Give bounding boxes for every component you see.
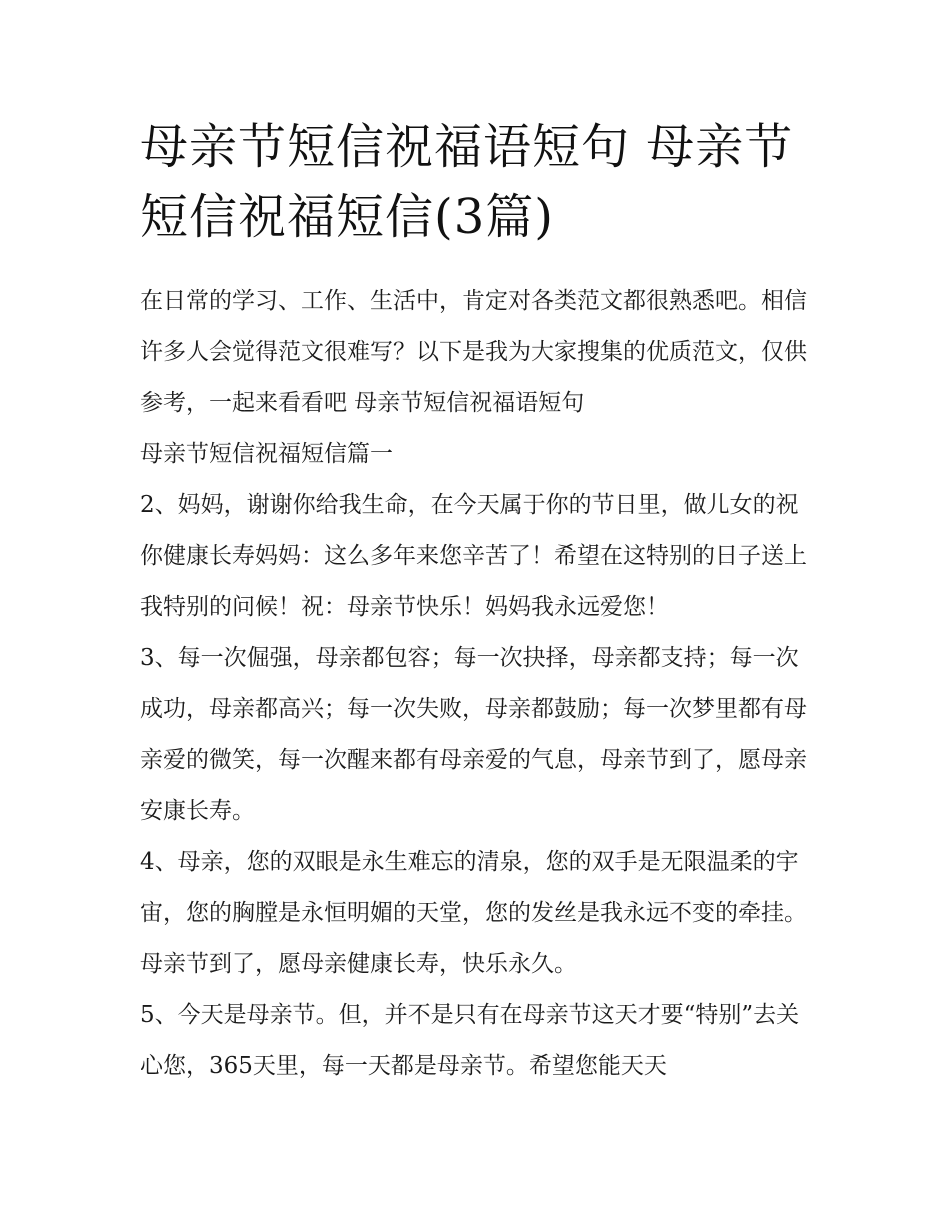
intro-paragraph: 在日常的学习、工作、生活中，肯定对各类范文都很熟悉吧。相信许多人会觉得范文很难写？以下是我为大家搜集的优质范文，仅供参考，一起来看看吧 母亲节短信祝福语短句 — [140, 288, 807, 416]
document-body — [140, 276, 820, 1092]
list-item: 3、每一次倔强，母亲都包容；每一次抉择，母亲都支持；每一次成功，母亲都高兴；每一次失败，母亲都鼓励；每一次梦里都有母亲爱的微笑，每一次醒来都有母亲爱的气息，母亲节到了，愿母亲安康长寿。 — [140, 645, 807, 824]
list-item: 4、母亲，您的双眼是永生难忘的清泉，您的双手是无限温柔的宇宙，您的胸膛是永恒明媚的天堂，您的发丝是我永远不变的牵挂。母亲节到了，愿母亲健康长寿，快乐永久。 — [140, 849, 807, 977]
list-item: 2、妈妈，谢谢你给我生命，在今天属于你的节日里，做儿女的祝你健康长寿妈妈：这么多年来您辛苦了！希望在这特别的日子送上我特别的问候！祝：母亲节快乐！妈妈我永远爱您！ — [140, 492, 807, 620]
section-heading: 母亲节短信祝福短信篇一 — [140, 441, 393, 467]
document-title: 母亲节短信祝福语短句 母亲节短信祝福短信(3篇) — [140, 119, 794, 245]
list-item: 5、今天是母亲节。但，并不是只有在母亲节这天才要“特别”去关心您，365天里，每一天都是母亲节。希望您能天天 — [140, 1002, 800, 1079]
